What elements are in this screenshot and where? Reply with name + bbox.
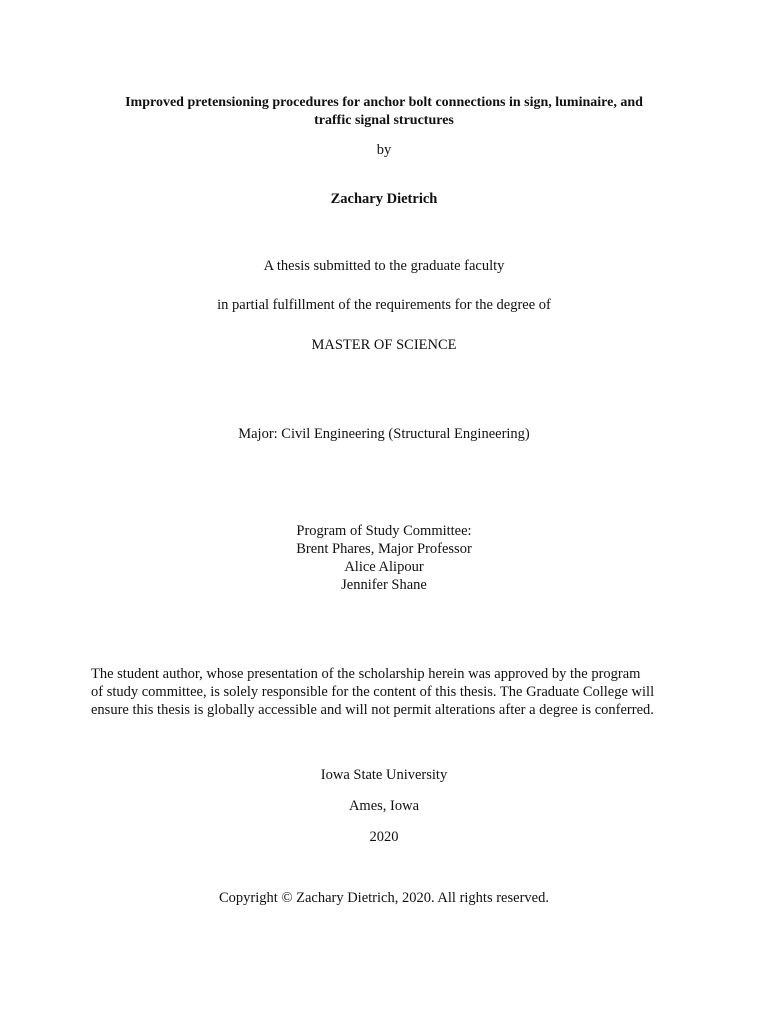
fulfillment-statement: in partial fulfillment of the requirements for the degree of [217, 297, 551, 313]
degree-name: MASTER OF SCIENCE [311, 337, 457, 353]
committee-heading: Program of Study Committee: [296, 523, 472, 539]
statement-line: The student author, whose presentation of the scholarship herein was approved by the program [91, 666, 641, 682]
committee-member: Brent Phares, Major Professor [296, 541, 472, 557]
year: 2020 [369, 829, 399, 845]
thesis-title [84, 94, 684, 130]
university-name: Iowa State University [320, 767, 448, 783]
author-name: Zachary Dietrich [330, 191, 438, 207]
location: Ames, Iowa [348, 798, 420, 814]
statement-line: ensure this thesis is globally accessible and will not permit alterations after a degree is conferred. [91, 702, 654, 718]
copyright-notice: Copyright © Zachary Dietrich, 2020. All rights reserved. [219, 890, 549, 906]
statement-line: of study committee, is solely responsible for the content of this thesis. The Graduate College will [91, 684, 655, 700]
author-responsibility-statement [91, 665, 691, 719]
study-committee [0, 522, 768, 594]
thesis-title-line-1: Improved pretensioning procedures for anchor bolt connections in sign, luminaire, and [125, 95, 643, 110]
major-field: Major: Civil Engineering (Structural Engineering) [238, 426, 530, 442]
submission-statement: A thesis submitted to the graduate faculty [263, 258, 505, 274]
by-label: by [376, 142, 392, 158]
committee-member: Jennifer Shane [341, 577, 427, 593]
thesis-title-line-2: traffic signal structures [314, 113, 454, 128]
committee-member: Alice Alipour [344, 559, 424, 575]
